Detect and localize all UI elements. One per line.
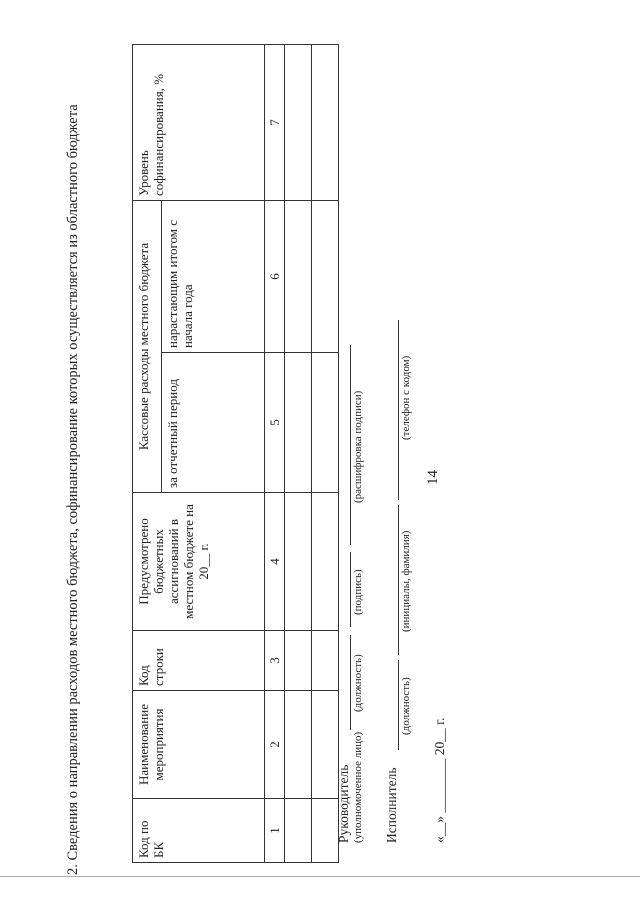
expenditure-table bbox=[132, 44, 339, 863]
table-cell bbox=[312, 691, 339, 799]
table-cell bbox=[285, 44, 312, 200]
column-number-row bbox=[265, 44, 285, 862]
column-number: 1 bbox=[265, 799, 285, 863]
rotated-content bbox=[0, 45, 640, 905]
table-cell bbox=[312, 200, 339, 352]
head-position-line bbox=[350, 635, 351, 730]
head-label: Руководитель bbox=[336, 764, 351, 843]
executor-phone-line bbox=[398, 320, 399, 500]
header-event-name: Наименование мероприятия bbox=[133, 691, 265, 799]
head-caption-name: (расшифровка подписи) bbox=[352, 390, 364, 503]
table-cell bbox=[285, 353, 312, 493]
head-caption-signature: (подпись) bbox=[352, 569, 364, 615]
table-cell bbox=[285, 691, 312, 799]
page-edge-line bbox=[0, 876, 640, 877]
executor-caption-phone: (телефон с кодом) bbox=[400, 355, 412, 440]
header-cofinancing-level: Уровень софинансирования, % bbox=[133, 44, 265, 200]
executor-label: Исполнитель bbox=[384, 767, 399, 843]
header-reporting-period: за отчетный период bbox=[162, 353, 265, 493]
table-cell bbox=[312, 353, 339, 493]
header-planned-budget: Предусмотрено бюджетных ассигнований в местном бюджете на 20__ г. bbox=[133, 493, 265, 631]
head-sublabel: (уполномоченное лицо) bbox=[352, 731, 364, 843]
table-cell bbox=[285, 200, 312, 352]
table-cell bbox=[285, 493, 312, 631]
table-cell bbox=[312, 44, 339, 200]
head-signature-line bbox=[350, 552, 351, 627]
table-cell bbox=[312, 631, 339, 691]
column-number: 3 bbox=[265, 631, 285, 691]
header-line-code: Код строки bbox=[133, 631, 265, 691]
executor-name-line bbox=[398, 505, 399, 655]
page-number: 14 bbox=[425, 470, 441, 485]
head-caption-position: (должность) bbox=[352, 654, 364, 712]
executor-caption-name: (инициалы, фамилия) bbox=[400, 530, 412, 632]
head-name-line bbox=[350, 345, 351, 545]
table-cell bbox=[312, 799, 339, 863]
table-cell bbox=[285, 631, 312, 691]
header-cash-expenses: Кассовые расходы местного бюджета bbox=[133, 200, 162, 492]
column-number: 6 bbox=[265, 200, 285, 352]
header-code-bk: Код по БК bbox=[133, 799, 265, 863]
date-line: «__» ________ 20__ г. bbox=[432, 717, 447, 843]
table-row bbox=[285, 44, 312, 862]
executor-position-line bbox=[398, 660, 399, 750]
table-cell bbox=[285, 799, 312, 863]
header-year-to-date: нарастающим итогом с начала года bbox=[162, 200, 265, 352]
table-cell bbox=[312, 493, 339, 631]
column-number: 5 bbox=[265, 353, 285, 493]
executor-caption-position: (должность) bbox=[400, 677, 412, 735]
column-number: 7 bbox=[265, 44, 285, 200]
header-row-top bbox=[133, 44, 162, 862]
column-number: 2 bbox=[265, 691, 285, 799]
table-row bbox=[312, 44, 339, 862]
section-title: 2. Сведения о направлении расходов местного бюджета, софинансирование которых осуществляется из областного бюджета bbox=[65, 104, 81, 875]
column-number: 4 bbox=[265, 493, 285, 631]
